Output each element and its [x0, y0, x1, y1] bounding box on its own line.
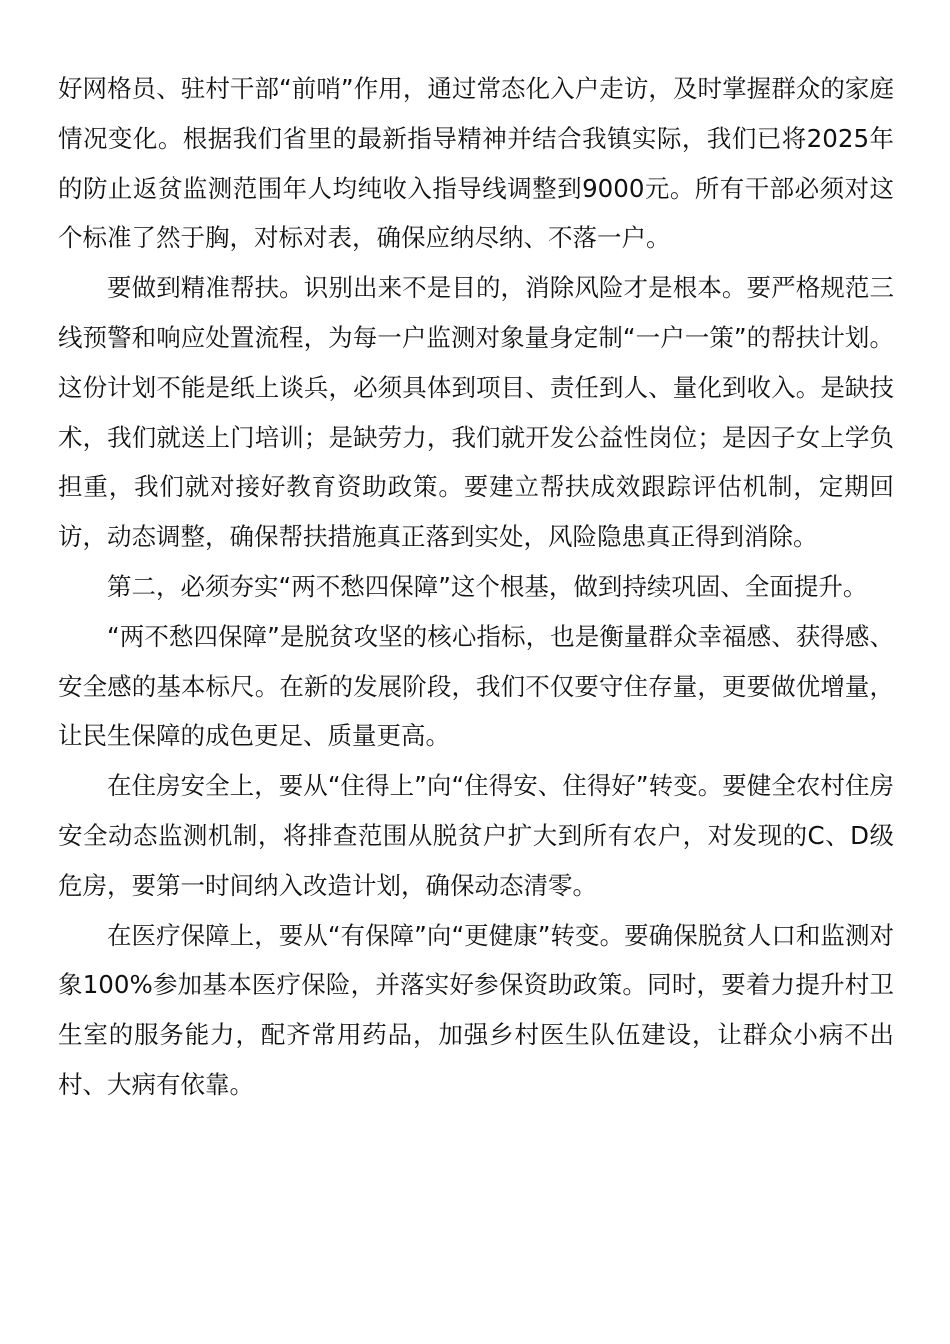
paragraph-continuation: 好网格员、驻村干部“前哨”作用，通过常态化入户走访，及时掌握群众的家庭情况变化。根据我们省里的最新指导精神并结合我镇实际，我们已将2025年的防止返贫监测范围年人均纯收入指导线调整到9000元。所有干部必须对这个标准了然于胸，对标对表，确保应纳尽纳、不落一户。 — [58, 74, 894, 253]
paragraph-precise-assistance: 要做到精准帮扶。识别出来不是目的，消除风险才是根本。要严格规范三线预警和响应处置流程，为每一户监测对象量身定制“一户一策”的帮扶计划。这份计划不能是纸上谈兵，必须具体到项目、责任到人、量化到收入。是缺技术，我们就送上门培训；是缺劳力，我们就开发公益性岗位；是因子女上学负担重，我们就对接好教育资助政策。要建立帮扶成效跟踪评估机制，定期回访，动态调整，确保帮扶措施真正落到实处，风险隐患真正得到消除。 — [58, 273, 894, 552]
paragraph-medical-security: 在医疗保障上，要从“有保障”向“更健康”转变。要确保脱贫人口和监测对象100%参加基本医疗保险，并落实好参保资助政策。同时，要着力提升村卫生室的服务能力，配齐常用药品，加强乡村医生队伍建设，让群众小病不出村、大病有依靠。 — [58, 920, 894, 1099]
paragraph-housing-safety: 在住房安全上，要从“住得上”向“住得安、住得好”转变。要健全农村住房安全动态监测机制，将排查范围从脱贫户扩大到所有农户，对发现的C、D级危房，要第一时间纳入改造计划，确保动态清零。 — [58, 771, 894, 900]
section-heading-two: 第二，必须夯实“两不愁四保障”这个根基，做到持续巩固、全面提升。 — [107, 571, 868, 601]
paragraph-core-indicators: “两不愁四保障”是脱贫攻坚的核心指标，也是衡量群众幸福感、获得感、安全感的基本标尺。在新的发展阶段，我们不仅要守住存量，更要做优增量，让民生保障的成色更足、质量更高。 — [58, 621, 894, 751]
document-body — [58, 64, 894, 1110]
